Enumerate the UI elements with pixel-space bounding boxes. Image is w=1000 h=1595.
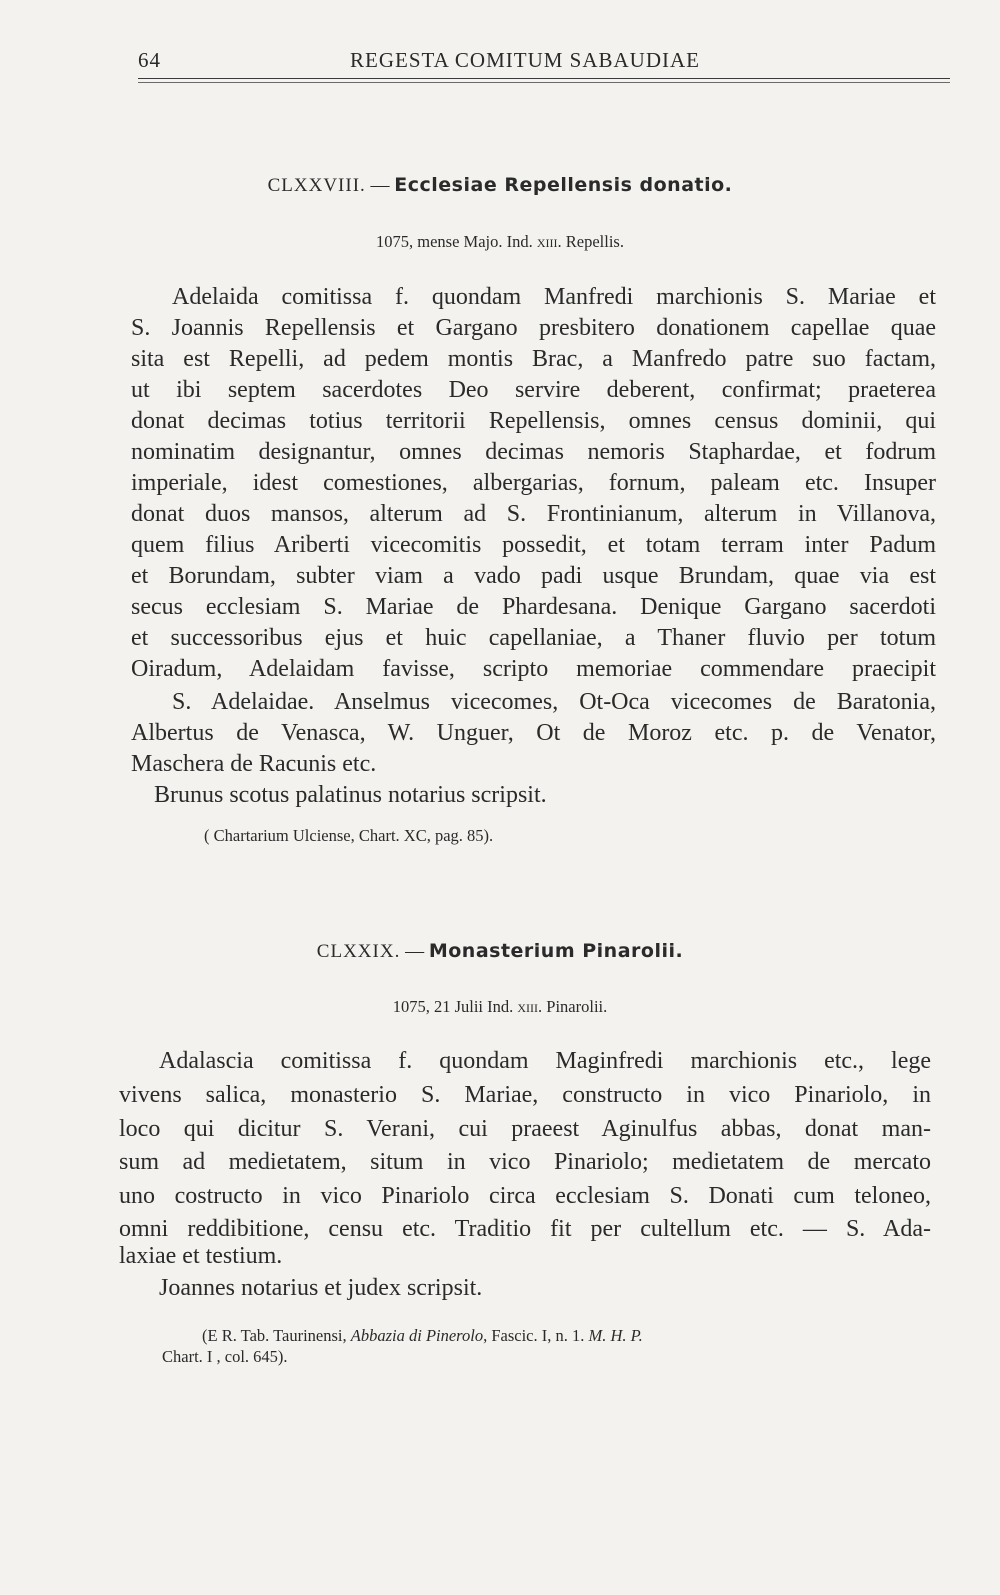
running-title: REGESTA COMITUM SABAUDIAE: [350, 48, 700, 72]
body-line: omni reddibitione, censu etc. Traditio fit per cultellum etc. — S. Ada-: [119, 1216, 931, 1242]
body-line: uno costructo in vico Pinariolo circa ecclesiam S. Donati cum teloneo,: [119, 1183, 931, 1209]
notary-line: Joannes notarius et judex scripsit.: [159, 1275, 483, 1301]
entry-title: Monasterium Pinarolii.: [428, 940, 684, 962]
heading-dash: —: [370, 175, 390, 196]
body-line: donat decimas totius territorii Repellensis, omnes census dominii, qui: [131, 408, 936, 434]
source-citation: (E R. Tab. Taurinensi, Abbazia di Pinerolo, Fascic. I, n. 1. M. H. P.: [202, 1326, 643, 1345]
body-line: S. Joannis Repellensis et Gargano presbitero donationem capellae quae: [131, 315, 936, 341]
source-title: Abbazia di Pinerolo: [350, 1326, 484, 1345]
entry-heading: [0, 940, 1000, 963]
entry-date: 1075, 21 Julii Ind. xiii. Pinarolii.: [392, 997, 608, 1016]
entry-number: CLXXIX.: [316, 941, 401, 962]
body-line: sum ad medietatem, situm in vico Pinariolo; medietatem de mercato: [119, 1149, 931, 1175]
source-collection: M. H. P.: [588, 1326, 643, 1345]
body-line: ut ibi septem sacerdotes Deo servire deberent, confirmat; praeterea: [131, 377, 936, 403]
heading-dash: —: [405, 941, 425, 962]
body-line: donat duos mansos, alterum ad S. Frontinianum, alterum in Villanova,: [131, 501, 936, 527]
body-line: Oiradum, Adelaidam favisse, scripto memoriae commendare praecipit: [131, 656, 936, 682]
body-line: vivens salica, monasterio S. Mariae, constructo in vico Pinariolo, in: [119, 1082, 931, 1108]
body-line: nominatim designantur, omnes decimas nemoris Staphardae, et fodrum: [131, 439, 936, 465]
entry-number: CLXXVIII.: [267, 175, 366, 196]
body-line: laxiae et testium.: [119, 1243, 283, 1269]
body-line: Adelaida comitissa f. quondam Manfredi marchionis S. Mariae et: [172, 284, 936, 310]
body-line: Albertus de Venasca, W. Unguer, Ot de Moroz etc. p. de Venator,: [131, 720, 936, 746]
header-rule-thin: [138, 82, 950, 83]
notary-line: Brunus scotus palatinus notarius scripsit.: [154, 782, 547, 808]
body-line: sita est Repelli, ad pedem montis Brac, a Manfredo patre suo factam,: [131, 346, 936, 372]
body-line: loco qui dicitur S. Verani, cui praeest Aginulfus abbas, donat man-: [119, 1116, 931, 1142]
source-citation: ( Chartarium Ulciense, Chart. XC, pag. 85).: [204, 826, 494, 845]
entry-date: 1075, mense Majo. Ind. xiii. Repellis.: [376, 232, 624, 251]
body-line: Maschera de Racunis etc.: [131, 751, 377, 777]
body-line: et Borundam, subter viam a vado padi usque Brundam, quae via est: [131, 563, 936, 589]
body-line: et successoribus ejus et huic capellaniae, a Thaner fluvio per totum: [131, 625, 936, 651]
entry-title: Ecclesiae Repellensis donatio.: [394, 174, 733, 196]
source-citation-cont: Chart. I , col. 645).: [162, 1347, 288, 1366]
running-header: [138, 44, 950, 74]
body-line: Adalascia comitissa f. quondam Maginfredi marchionis etc., lege: [159, 1048, 931, 1074]
body-line: imperiale, idest comestiones, albergarias, fornum, paleam etc. Insuper: [131, 470, 936, 496]
body-line: quem filius Ariberti vicecomitis possedit, et totam terram inter Padum: [131, 532, 936, 558]
body-line: secus ecclesiam S. Mariae de Phardesana. Denique Gargano sacerdoti: [131, 594, 936, 620]
header-rule: [138, 78, 950, 79]
entry-heading: [0, 174, 1000, 197]
body-line: S. Adelaidae. Anselmus vicecomes, Ot-Oca vicecomes de Baratonia,: [172, 689, 936, 715]
page-number: 64: [138, 48, 161, 72]
